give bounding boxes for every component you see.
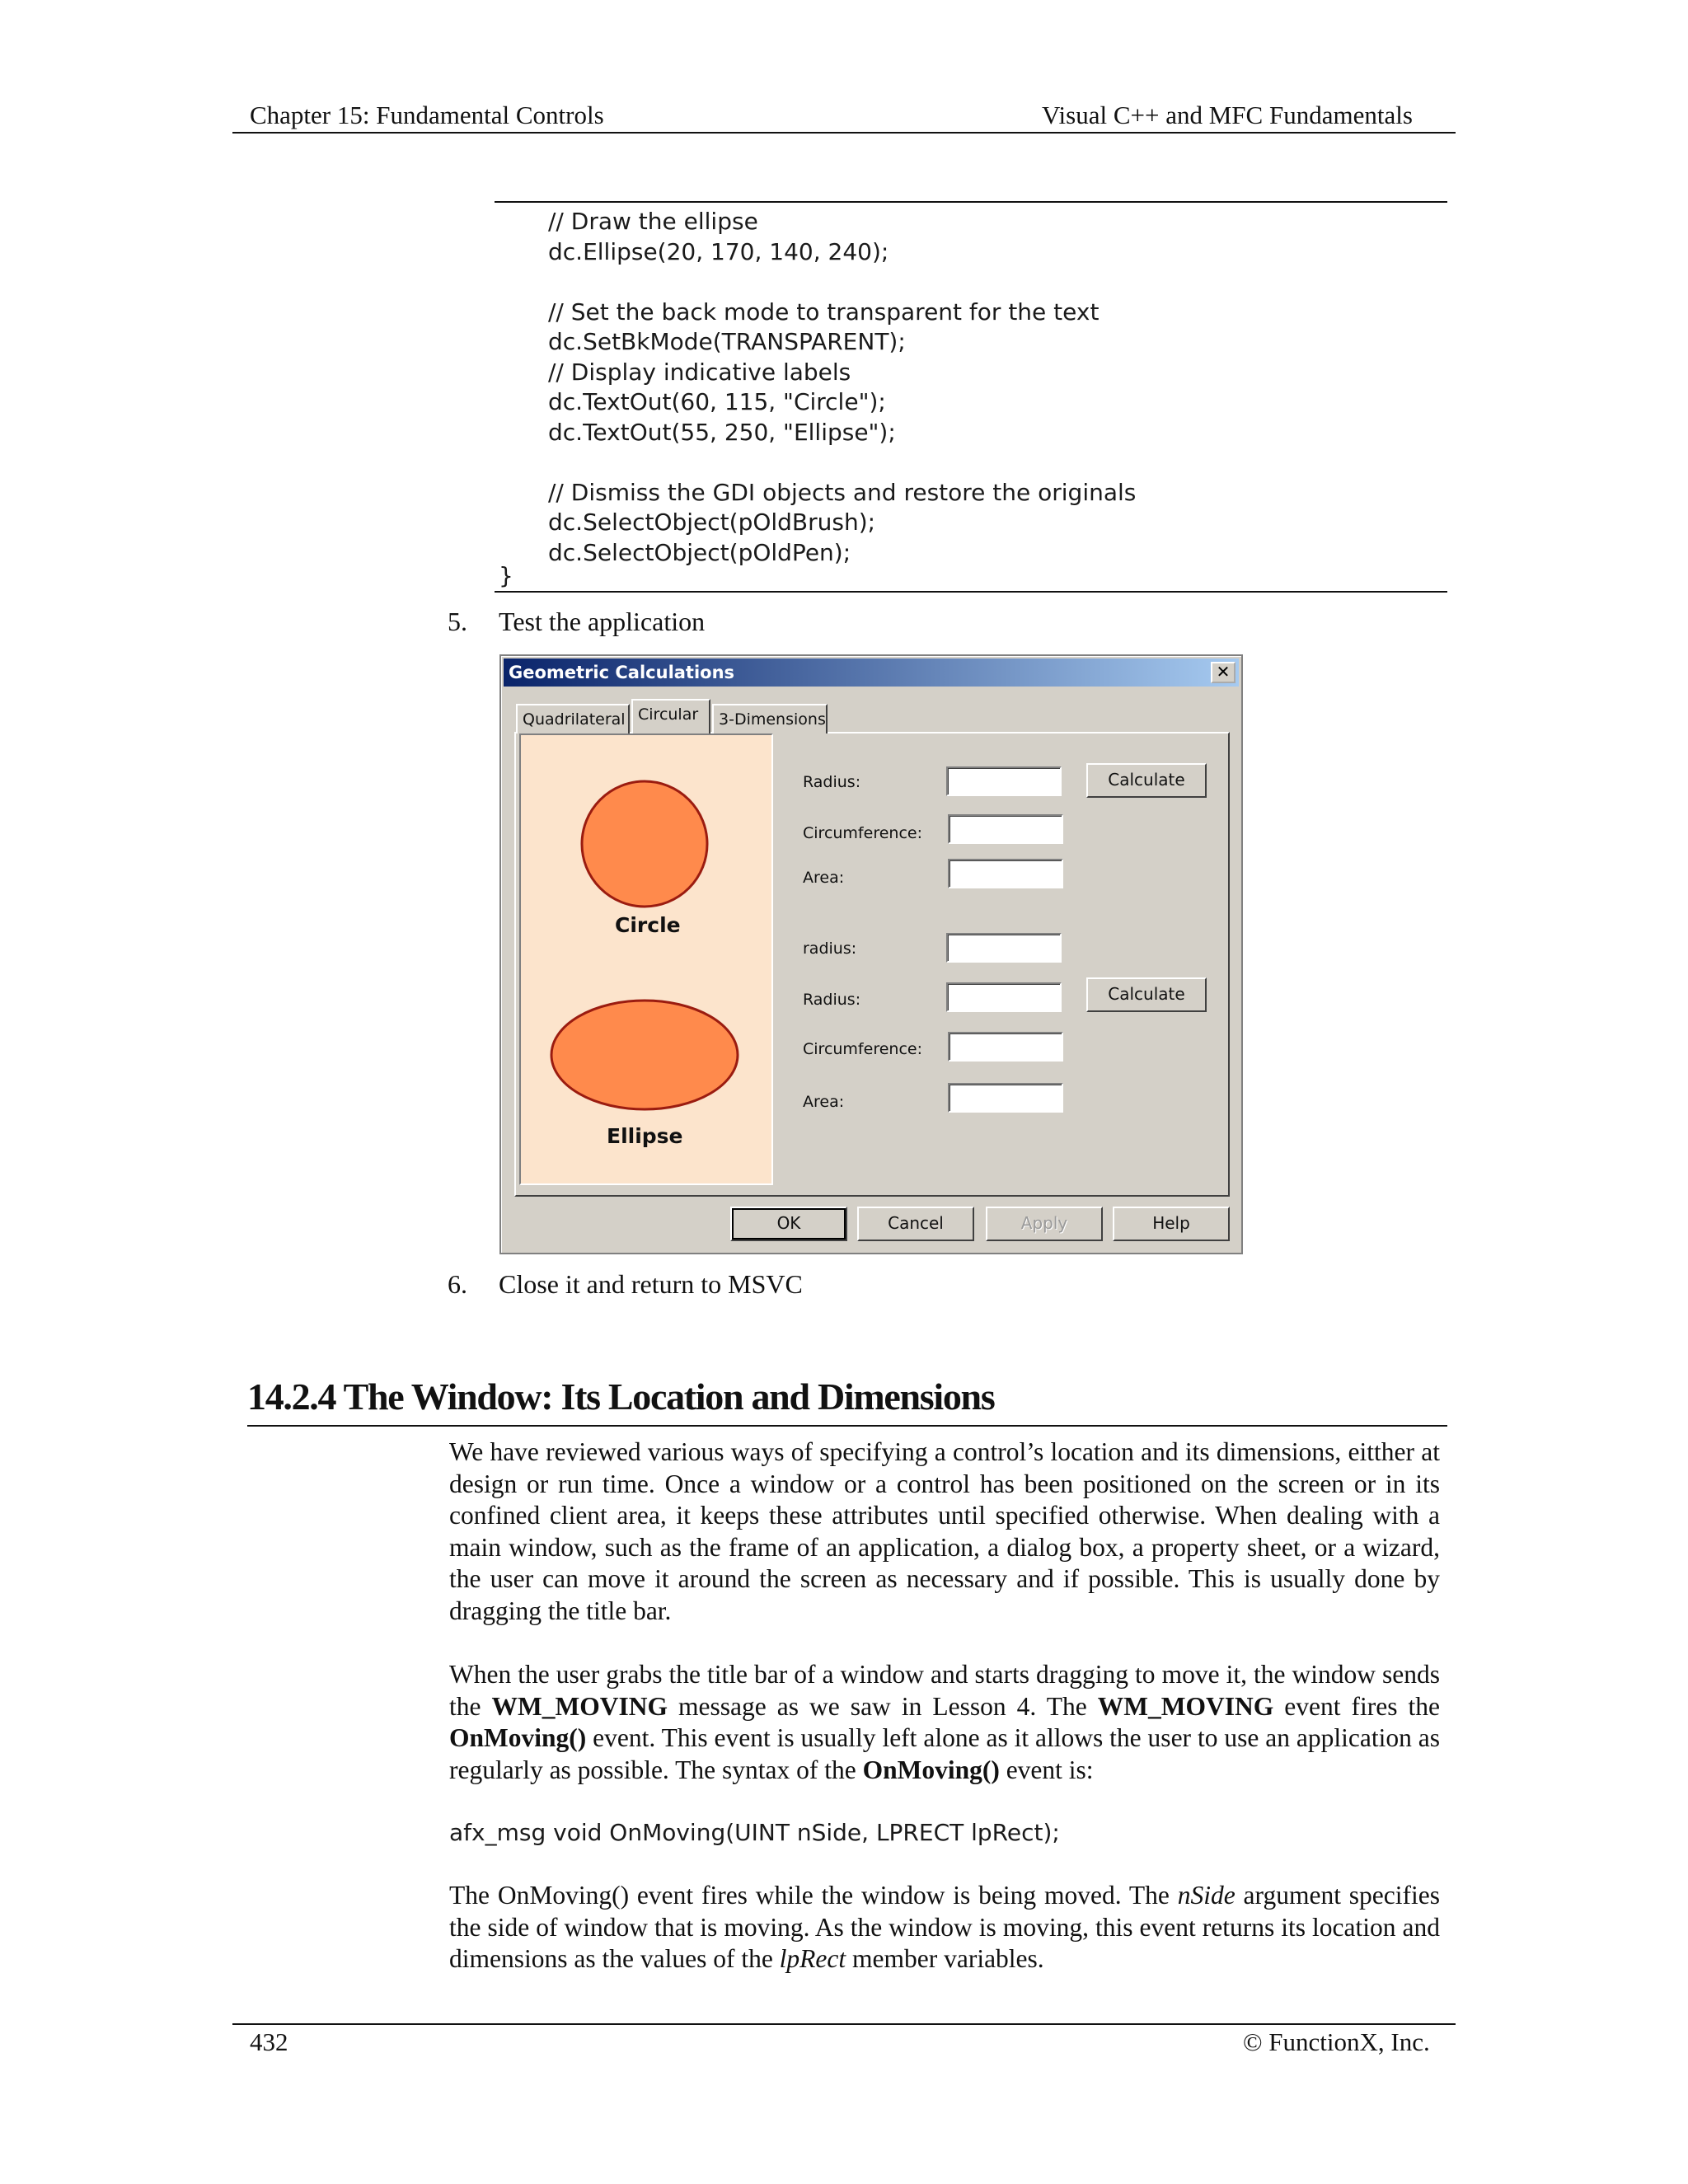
radius-label: Radius:: [803, 773, 861, 791]
paragraph-2: When the user grabs the title bar of a window and starts dragging to move it, the window sends the WM_MOVING message as we saw in Lesson 4. The WM_MOVING event fires the OnMoving() event. This event is usually left alone as it allows the user to use an application as regularly as possible. The syntax of the OnMoving() event is:: [449, 1660, 1440, 1784]
code-line: dc.SelectObject(pOldPen);: [548, 538, 851, 566]
nside-term: nSide: [1177, 1881, 1236, 1910]
dialog-title: Geometric Calculations: [509, 663, 735, 682]
circle-calculate-button[interactable]: Calculate: [1086, 763, 1207, 798]
code-line: dc.SetBkMode(TRANSPARENT);: [548, 328, 906, 355]
ok-button[interactable]: OK: [730, 1207, 847, 1241]
circle-area-input[interactable]: [948, 859, 1063, 888]
step-5-number: 5.: [448, 607, 467, 636]
code-top-rule: [495, 201, 1447, 203]
circle-shape: [582, 781, 707, 907]
code-line: dc.Ellipse(20, 170, 140, 240);: [548, 237, 889, 265]
code-line: // Draw the ellipse: [548, 208, 758, 235]
small-radius-label: radius:: [803, 940, 857, 958]
drawing-area: [519, 733, 773, 1185]
area-label: Area:: [803, 869, 845, 887]
paragraph-3: The OnMoving() event fires while the window is being moved. The nSide argument specifies the side of window that is moving. As the window is moving, this event returns its location and dimensions as the values of the lpRect member variables.: [449, 1881, 1440, 1973]
onmoving-term: OnMoving(): [449, 1723, 587, 1752]
header-chapter: Chapter 15: Fundamental Controls: [250, 101, 604, 129]
code-line: // Display indicative labels: [548, 358, 851, 386]
geometric-calculations-dialog: [499, 654, 1243, 1254]
onmoving-term-2: OnMoving(): [862, 1755, 1000, 1784]
code-line: [548, 447, 1136, 477]
code-bottom-rule: [495, 591, 1447, 593]
ellipse-radius-label: Radius:: [803, 991, 861, 1009]
tab-quadrilateral[interactable]: Quadrilateral: [516, 704, 630, 733]
ellipse-radius-input[interactable]: [946, 982, 1062, 1012]
code-closing-brace: }: [499, 562, 513, 589]
cancel-button[interactable]: Cancel: [857, 1207, 974, 1241]
dialog-title-bar[interactable]: [504, 658, 1239, 687]
step-5-text: Test the application: [499, 607, 706, 636]
ellipse-circumference-label: Circumference:: [803, 1040, 922, 1058]
circle-label: Circle: [615, 913, 681, 937]
step-6-text: Close it and return to MSVC: [499, 1269, 803, 1299]
section-heading: 14.2.4 The Window: Its Location and Dimensions: [247, 1376, 995, 1418]
wm-moving-term: WM_MOVING: [491, 1691, 668, 1721]
footer-copyright: © FunctionX, Inc.: [1243, 2027, 1430, 2056]
page-number: 432: [250, 2027, 288, 2056]
step-6-number: 6.: [448, 1269, 467, 1299]
code-line: // Set the back mode to transparent for the text: [548, 298, 1100, 326]
ellipse-circumference-input[interactable]: [948, 1032, 1063, 1062]
onmoving-syntax: afx_msg void OnMoving(UINT nSide, LPRECT lpRect);: [449, 1819, 1060, 1846]
header-book-title: Visual C++ and MFC Fundamentals: [1042, 101, 1413, 129]
section-heading-rule: [247, 1425, 1447, 1427]
ellipse-area-label: Area:: [803, 1093, 845, 1111]
close-icon[interactable]: ✕: [1211, 662, 1236, 683]
ellipse-label: Ellipse: [607, 1124, 683, 1148]
ellipse-area-input[interactable]: [948, 1083, 1063, 1113]
paragraph-1: We have reviewed various ways of specifying a control’s location and its dimensions, eitther at design or run time. Once a window or a control has been positioned on the screen or in its confined client area, it keeps these attributes until specified otherwise. When dealing with a main window, such as the frame of an application, a dialog box, a property sheet, or a wizard, the user can move it around the screen as necessary and if possible. This is usually done by dragging the title bar.: [449, 1437, 1440, 1625]
code-block: [548, 206, 1136, 567]
apply-button[interactable]: Apply: [986, 1207, 1103, 1241]
code-line: [548, 266, 1136, 297]
tab-circular[interactable]: Circular: [631, 699, 710, 733]
help-button[interactable]: Help: [1113, 1207, 1230, 1241]
code-line: dc.TextOut(60, 115, "Circle");: [548, 388, 886, 415]
shapes-canvas: [521, 735, 771, 1183]
circle-circumference-input[interactable]: [948, 814, 1063, 844]
footer-rule: [232, 2023, 1456, 2025]
code-line: // Dismiss the GDI objects and restore the originals: [548, 478, 1137, 506]
lprect-term: lpRect: [779, 1944, 846, 1973]
circle-radius-input[interactable]: [946, 766, 1062, 796]
wm-moving-term-2: WM_MOVING: [1097, 1691, 1274, 1721]
ellipse-small-radius-input[interactable]: [946, 933, 1062, 963]
circumference-label: Circumference:: [803, 824, 922, 842]
ellipse-calculate-button[interactable]: Calculate: [1086, 977, 1207, 1012]
code-line: dc.SelectObject(pOldBrush);: [548, 509, 876, 536]
tab-3-dimensions[interactable]: 3-Dimensions: [712, 704, 828, 733]
code-line: dc.TextOut(55, 250, "Ellipse");: [548, 418, 896, 446]
header-rule: [232, 132, 1456, 134]
ellipse-shape: [551, 1001, 738, 1109]
